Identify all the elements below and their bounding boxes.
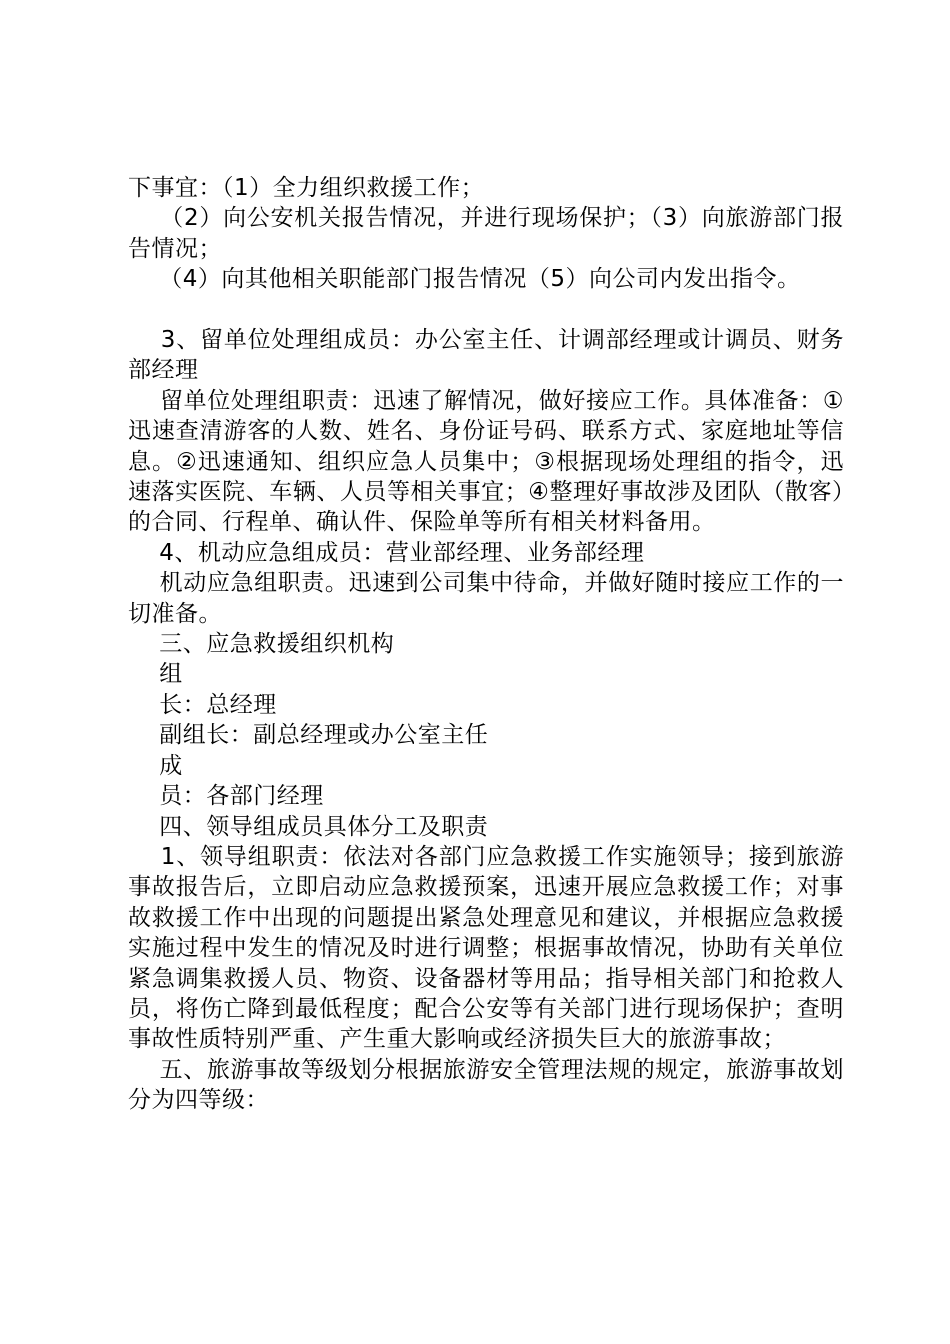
paragraph-deputy-leader: 副组长：副总经理或办公室主任 (128, 722, 489, 749)
document-body (128, 173, 844, 1116)
paragraph-leadership-duties: 1、领导组职责：依法对各部门应急救援工作实施领导；接到旅游事故报告后，立即启动应急救援预案，迅速开展应急救援工作；对事故救援工作中出现的问题提出紧急处理意见和建议，并根据应急救援实施过程中发生的情况及时进行调整；根据事故情况，协助有关单位紧急调集救援人员、物资、设备器材等用品；指导相关部门和抢救人员，将伤亡降到最低程度；配合公安等有关部门进行现场保护；查明事故性质特别严重、产生重大影响或经济损失巨大的旅游事故； (128, 843, 844, 1053)
paragraph-leader-label: 组 (128, 661, 183, 688)
paragraph-office-team-members: 3、留单位处理组成员：办公室主任、计调部经理或计调员、财务部经理 (128, 327, 844, 384)
paragraph-report-police: （2）向公安机关报告情况，并进行现场保护；（3）向旅游部门报告情况； (128, 205, 844, 262)
paragraph-members: 员：各部门经理 (128, 783, 324, 810)
section-heading-accident-levels: 五、旅游事故等级划分根据旅游安全管理法规的规定，旅游事故划分为四等级： (128, 1056, 844, 1114)
paragraph-mobile-team-duties: 机动应急组职责。迅速到公司集中待命，并做好随时接应工作的一切准备。 (128, 570, 844, 627)
paragraph-matters-intro: 下事宜：（1）全力组织救援工作； (128, 175, 485, 201)
section-heading-organization: 三、应急救援组织机构 (128, 631, 395, 658)
paragraph-office-team-duties: 留单位处理组职责：迅速了解情况，做好接应工作。具体准备：①迅速查清游客的人数、姓名、身份证号码、联系方式、家庭地址等信息。②迅速通知、组织应急人员集中；③根据现场处理组的指令，迅速落实医院、车辆、人员等相关事宜；④整理好事故涉及团队（散客）的合同、行程单、确认件、保险单等所有相关材料备用。 (128, 387, 844, 536)
paragraph-mobile-team-members: 4、机动应急组成员：营业部经理、业务部经理 (128, 539, 645, 566)
paragraph-members-label: 成 (128, 752, 183, 779)
paragraph-leader: 长：总经理 (128, 691, 277, 718)
blank-line (128, 295, 844, 325)
paragraph-report-other: （4）向其他相关职能部门报告情况（5）向公司内发出指令。 (128, 266, 801, 293)
section-heading-division-of-labor: 四、领导组成员具体分工及职责 (128, 813, 489, 840)
